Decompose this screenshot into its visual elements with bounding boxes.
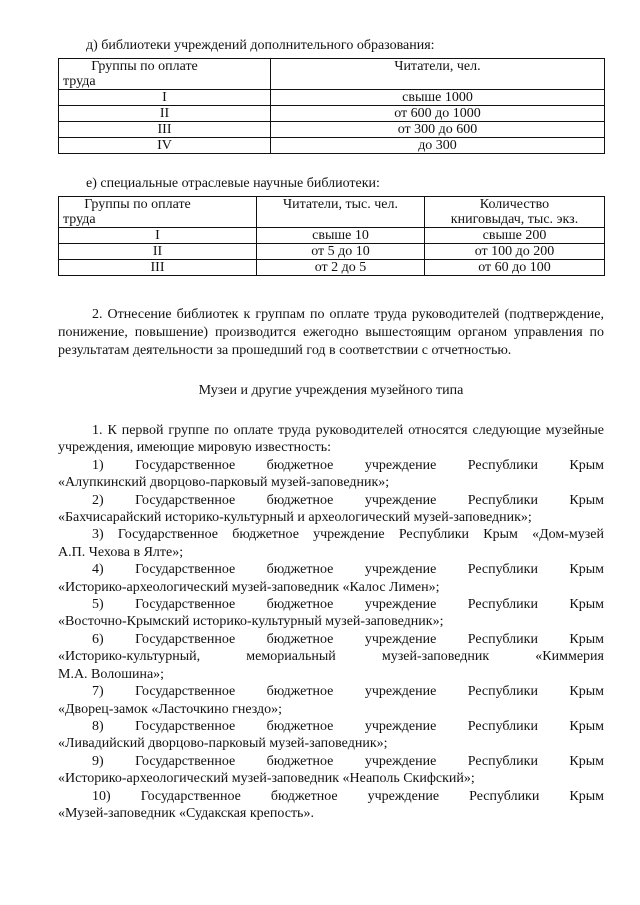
table-cell: II (59, 106, 271, 122)
table-cell: свыше 1000 (271, 90, 605, 106)
museums-list (58, 457, 604, 823)
list-item: 3) Государственное бюджетное учреждение Республики Крым «Дом-музей А.П. Чехова в Ялте»; (58, 527, 604, 560)
list-item: 4) Государственное бюджетное учреждение Республики Крым «Историко-археологический музей-заповедник «Калос Лимен»; (58, 562, 604, 595)
table-cell: от 300 до 600 (271, 122, 605, 138)
museums-heading: Музеи и другие учреждения музейного типа (198, 383, 464, 398)
table-cell: III (59, 260, 257, 276)
header-readers: Читатели, тыс. чел. (257, 197, 425, 228)
section-d-caption: д) библиотеки учреждений дополнительного образования: (86, 38, 435, 53)
table-cell: от 60 до 100 (425, 260, 605, 276)
table-row (59, 260, 605, 276)
museums-intro: 1. К первой группе по оплате труда руководителей относятся следующие музейные учреждения, имеющие мировую известность: (58, 423, 604, 456)
table-cell: от 100 до 200 (425, 244, 605, 260)
table-row (59, 228, 605, 244)
table-row (59, 122, 605, 138)
table-cell: от 2 до 5 (257, 260, 425, 276)
table-cell: IV (59, 138, 271, 154)
section-e-table (58, 196, 605, 276)
list-item: 5) Государственное бюджетное учреждение Республики Крым «Восточно-Крымский историко-культурный музей-заповедник»; (58, 597, 604, 630)
section-e-caption: е) специальные отраслевые научные библиотеки: (86, 176, 380, 191)
list-item: 8) Государственное бюджетное учреждение Республики Крым «Ливадийский дворцово-парковый музей-заповедник»; (58, 718, 604, 752)
table-cell: I (59, 228, 257, 244)
document-page (58, 38, 604, 822)
header-pay-group: Группы по оплате труда (59, 197, 257, 228)
list-item: 2) Государственное бюджетное учреждение Республики Крым «Бахчисарайский историко-культурный и археологический музей-заповедник»; (58, 492, 604, 526)
list-item: 9) Государственное бюджетное учреждение Республики Крым «Историко-археологический музей-заповедник «Неаполь Скифский»; (58, 753, 604, 787)
list-item: 7) Государственное бюджетное учреждение Республики Крым «Дворец-замок «Ласточкино гнездо»; (58, 684, 604, 717)
table-header-row (59, 59, 605, 90)
table-row (59, 138, 605, 154)
table-cell: свыше 10 (257, 228, 425, 244)
table-cell: от 600 до 1000 (271, 106, 605, 122)
table-row (59, 244, 605, 260)
list-item: 1) Государственное бюджетное учреждение Республики Крым «Алупкинский дворцово-парковый музей-заповедник»; (58, 457, 604, 491)
table-header-row (59, 197, 605, 228)
section-d-table (58, 58, 605, 154)
table-cell: II (59, 244, 257, 260)
header-readers: Читатели, чел. (271, 59, 605, 90)
table-cell: до 300 (271, 138, 605, 154)
paragraph-2: 2. Отнесение библиотек к группам по оплате труда руководителей (подтверждение, понижение, повышение) производится ежегодно вышестоящим органом управления по результатам деятельности за прошедший год в соответствии с отчетностью. (58, 307, 604, 358)
table-cell: III (59, 122, 271, 138)
table-row (59, 90, 605, 106)
list-item: 10) Государственное бюджетное учреждение Республики Крым «Музей-заповедник «Судакская крепость». (58, 788, 604, 821)
header-pay-group: Группы по оплате труда (59, 59, 271, 90)
header-book-loans: Количество книговыдач, тыс. экз. (425, 197, 605, 228)
table-cell: I (59, 90, 271, 106)
table-cell: от 5 до 10 (257, 244, 425, 260)
table-row (59, 106, 605, 122)
list-item: 6) Государственное бюджетное учреждение Республики Крым «Историко-культурный, мемориальный музей-заповедник «Киммерия М.А. Волошина»; (58, 631, 604, 682)
table-cell: свыше 200 (425, 228, 605, 244)
